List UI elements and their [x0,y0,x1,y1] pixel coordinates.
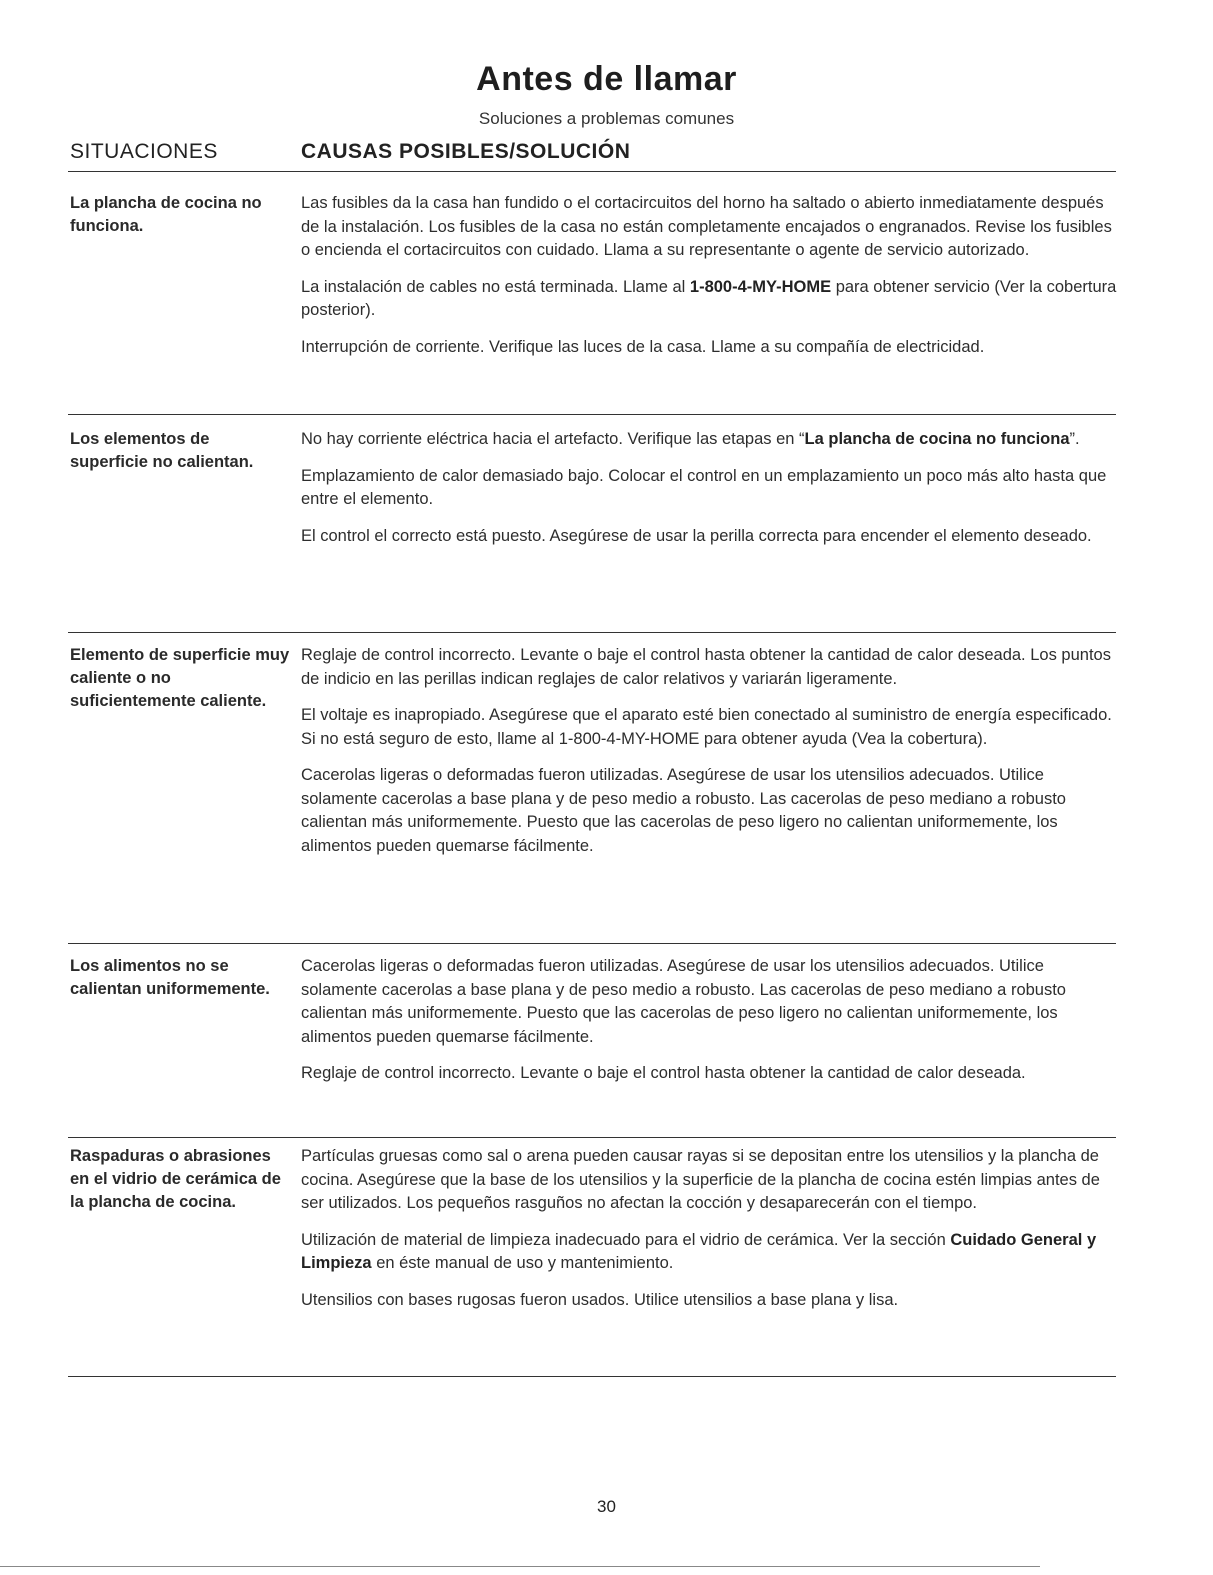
causes-list [301,1145,1121,1325]
situations-column-heading: SITUACIONES [70,140,218,163]
situation-label: Los elementos de superficie no calientan. [70,430,254,471]
cause-text: Partículas gruesas como sal o arena pueden causar rayas si se depositan entre los utensilios y la plancha de cocina. Asegúrese que la base de los utensilios y la superficie de la plancha de cocina estén limpias antes de ser utilizados. Los pequeños rasguños no afectan la cocción y desaparecerán con el tiempo. [301,1147,1100,1212]
emphasis-text: La plancha de cocina no funciona [804,430,1070,448]
page-title: Antes de llamar [476,60,737,98]
cause-text: Cacerolas ligeras o deformadas fueron utilizadas. Asegúrese de usar los utensilios adecuados. Utilice solamente cacerolas a base plana y de peso medio a robusto. Las cacerolas de peso mediano a robusto calientan más uniformemente. Puesto que las cacerolas de peso ligero no calientan uniformemente, los alimentos pueden quemarse fácilmente. [301,957,1066,1046]
cause-text: Las fusibles da la casa han fundido o el cortacircuitos del horno ha saltado o abierto inmediatamente después de la instalación. Los fusibles de la casa no están completamente encajados o engranados. Revise los fusibles o encienda el cortacircuitos con cuidado. Llama a su representante o agente de servicio autorizado. [301,194,1112,259]
causes-list [301,428,1121,561]
cause-paragraph [301,1062,1121,1086]
cause-text: El control el correcto está puesto. Asegúrese de usar la perilla correcta para encender el elemento deseado. [301,526,1092,545]
cause-text: Utensilios con bases rugosas fueron usados. Utilice utensilios a base plana y lisa. [301,1290,899,1309]
cause-text: Emplazamiento de calor demasiado bajo. Colocar el control en un emplazamiento un poco más alto hasta que entre el elemento. [301,466,1107,508]
cause-text: ”. [1069,430,1080,448]
cause-paragraph [301,1289,1121,1313]
causes-column-heading: CAUSAS POSIBLES/SOLUCIÓN [301,140,631,163]
cause-paragraph [301,764,1121,858]
cause-paragraph [301,276,1121,323]
section-divider [68,1137,1116,1138]
cause-paragraph [301,192,1121,263]
cause-text: Reglaje de control incorrecto. Levante o baje el control hasta obtener la cantidad de calor deseada. Los puntos de indicio en las perillas indican reglajes de calor relativos y variarán ligeramente. [301,646,1111,688]
situation-label: Los alimentos no se calientan uniformemente. [70,957,270,998]
cause-text: Reglaje de control incorrecto. Levante o baje el control hasta obtener la cantidad de calor deseada. [301,1064,1026,1082]
cause-paragraph [301,336,1121,360]
cause-paragraph [301,465,1121,512]
header-divider [68,171,1116,172]
cause-text: Cacerolas ligeras o deformadas fueron utilizadas. Asegúrese de usar los utensilios adecuados. Utilice solamente cacerolas a base plana y de peso medio a robusto. Las cacerolas de peso mediano a robusto calientan más uniformemente. Puesto que las cacerolas de peso ligero no calientan uniformemente, los alimentos pueden quemarse fácilmente. [301,766,1066,855]
cause-paragraph [301,955,1121,1049]
cause-text: Interrupción de corriente. Verifique las luces de la casa. Llame a su compañía de electricidad. [301,337,985,356]
section-divider [68,1376,1116,1377]
cause-paragraph [301,1229,1121,1276]
emphasis-text: Cuidado General y Limpieza [301,1230,1097,1272]
cause-paragraph [301,428,1121,452]
page-subtitle: Soluciones a problemas comunes [478,109,735,128]
cause-text: El voltaje es inapropiado. Asegúrese que el aparato esté bien conectado al suministro de energía especificado. Si no está seguro de esto, llame al 1-800-4-MY-HOME para obtener ayuda (Vea la cobertura). [301,706,1112,748]
causes-list [301,644,1121,871]
page-number: 30 [597,1497,616,1516]
cause-text: para obtener servicio (Ver la cobertura posterior). [301,277,1117,319]
causes-list [301,192,1121,372]
cause-paragraph [301,644,1121,691]
cause-text: Utilización de material de limpieza inadecuado para el vidrio de cerámica. Ver la sección [301,1230,951,1249]
section-divider [68,943,1116,944]
section-divider [68,414,1116,415]
cause-text: en éste manual de uso y mantenimiento. [371,1254,674,1272]
section-divider [68,632,1116,633]
emphasis-text: 1-800-4-MY-HOME [689,277,832,296]
cause-paragraph [301,525,1121,549]
scan-edge-line [0,1566,1040,1567]
cause-text: No hay corriente eléctrica hacia el artefacto. Verifique las etapas en “ [301,430,805,448]
cause-paragraph [301,1145,1121,1216]
causes-list [301,955,1121,1099]
cause-paragraph [301,704,1121,751]
situation-label: La plancha de cocina no funciona. [70,194,262,235]
situation-label: Elemento de superficie muy caliente o no suficientemente caliente. [70,646,290,710]
situation-label: Raspaduras o abrasiones en el vidrio de cerámica de la plancha de cocina. [70,1147,281,1211]
cause-text: La instalación de cables no está terminada. Llame al [301,277,690,296]
